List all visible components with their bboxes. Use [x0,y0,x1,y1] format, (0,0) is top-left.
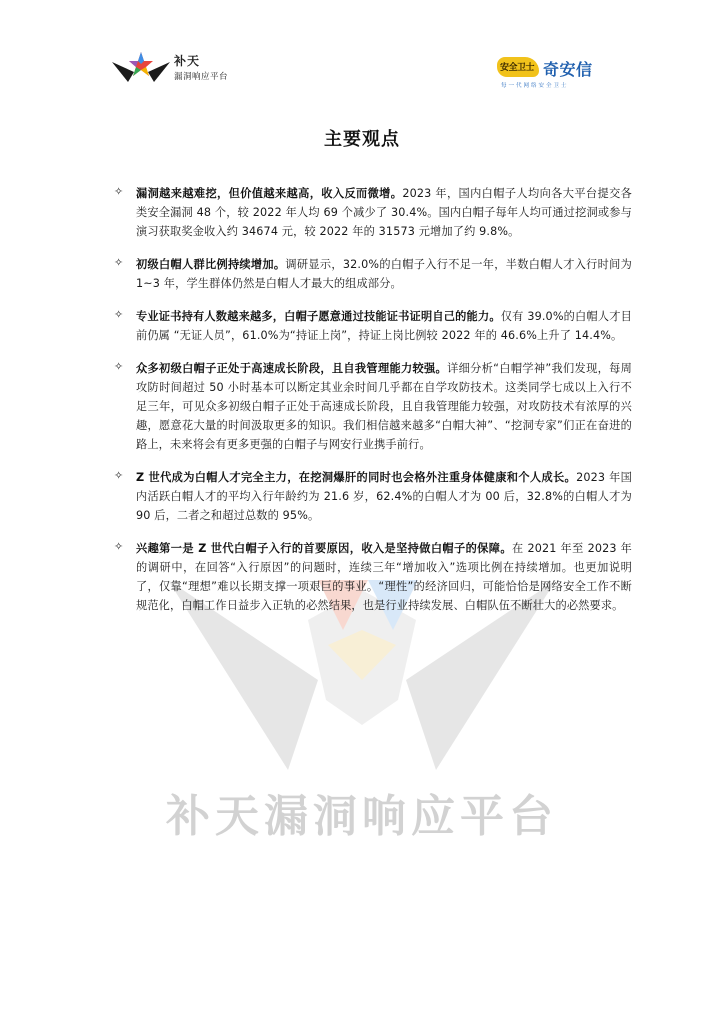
point-text: 在 2021 年至 2023 年的调研中，在回答“入行原因”的问题时，连续三年“增加收入”选项比例在持续增加。也更加说明了，仅靠“理想”难以长期支撑一项艰巨的事业。“理性”的经济回归，可能恰恰是网络安全工作不断规范化，白帽工作日益步入正轨的必然结果，也是行业持续发展、白帽队伍不断壮大的必然要求。 [136,542,632,612]
point-heading: 众多初级白帽子正处于高速成长阶段，且自我管理能力较强。 [136,362,448,375]
point-text: 2023 年国内活跃白帽人才的平均入行年龄约为 21.6 岁，62.4%的白帽人才为 00 后，32.8%的白帽人才为 90 后，二者之和超过总数的 95%。 [136,471,632,522]
point-text: 仅有 39.0%的白帽人才目前仍属 “无证人员”，61.0%为“持证上岗”，持证上岗比例较 2022 年的 46.6%上升了 14.4%。 [136,310,632,342]
page-title: 主要观点 [324,129,400,150]
butian-logo-name: 补天 [174,54,201,68]
point-heading: 专业证书持有人数越来越多，白帽子愿意通过技能证书证明自己的能力。 [136,310,501,323]
diamond-bullet-icon: ✧ [114,469,124,482]
point-heading: 漏洞越来越难挖，但价值越来越高，收入反而微增。 [136,187,403,200]
point-paragraph [136,184,632,241]
diamond-bullet-icon: ✧ [114,360,124,373]
butian-logo-subtitle: 漏洞响应平台 [174,72,229,82]
point-paragraph [136,307,632,345]
list-item [112,307,632,345]
list-item [112,539,632,615]
list-item [112,255,632,293]
watermark-text: 补天漏洞响应平台 [166,791,558,842]
butian-logo [110,48,240,86]
point-text: 2023 年，国内白帽子人均向各大平台提交各类安全漏洞 48 个，较 2022 年人均 69 个减少了 30.4%。国内白帽子每年人均可通过挖洞或参与演习获取奖金收入约 34674 元，较 2022 年的 31573 元增加了约 9.8%。 [136,187,632,238]
diamond-bullet-icon: ✧ [114,308,124,321]
diamond-bullet-icon: ✧ [114,185,124,198]
point-heading: Z 世代成为白帽人才完全主力，在挖洞爆肝的同时也会格外注重身体健康和个人成长。 [136,471,577,484]
point-paragraph [136,468,632,525]
qianxin-mark-text: 安全卫士 [500,63,535,73]
list-item [112,184,632,241]
qianxin-brand: 奇安信 [543,60,593,79]
qianxin-mark [497,57,539,77]
diamond-bullet-icon: ✧ [114,256,124,269]
point-paragraph [136,539,632,615]
point-paragraph [136,255,632,293]
diamond-bullet-icon: ✧ [114,540,124,553]
butian-emblem-icon [110,48,172,86]
point-text: 详细分析“白帽学神”我们发现，每周攻防时间超过 50 小时基本可以断定其业余时间几乎都在自学攻防技术。这类同学七成以上入行不足三年，可见众多初级白帽子正处于高速成长阶段，且自我管理能力较强，对攻防技术有浓厚的兴趣，愿意花大量的时间汲取更多的知识。我们相信越来越多“白帽大神”、“挖洞专家”们正在奋进的路上，未来将会有更多更强的白帽子与网安行业携手前行。 [136,362,632,451]
point-heading: 初级白帽人群比例持续增加。 [136,258,286,271]
qianxin-slogan: 每一代网络安全卫士 [501,83,569,89]
key-points-list [112,184,632,629]
qianxin-logo [497,55,617,91]
point-heading: 兴趣第一是 Z 世代白帽子入行的首要原因，收入是坚持做白帽子的保障。 [136,542,512,555]
point-text: 调研显示，32.0%的白帽子入行不足一年，半数白帽人才入行时间为 1~3 年，学生群体仍然是白帽人才最大的组成部分。 [136,258,632,290]
point-paragraph [136,359,632,454]
list-item [112,468,632,525]
list-item [112,359,632,454]
